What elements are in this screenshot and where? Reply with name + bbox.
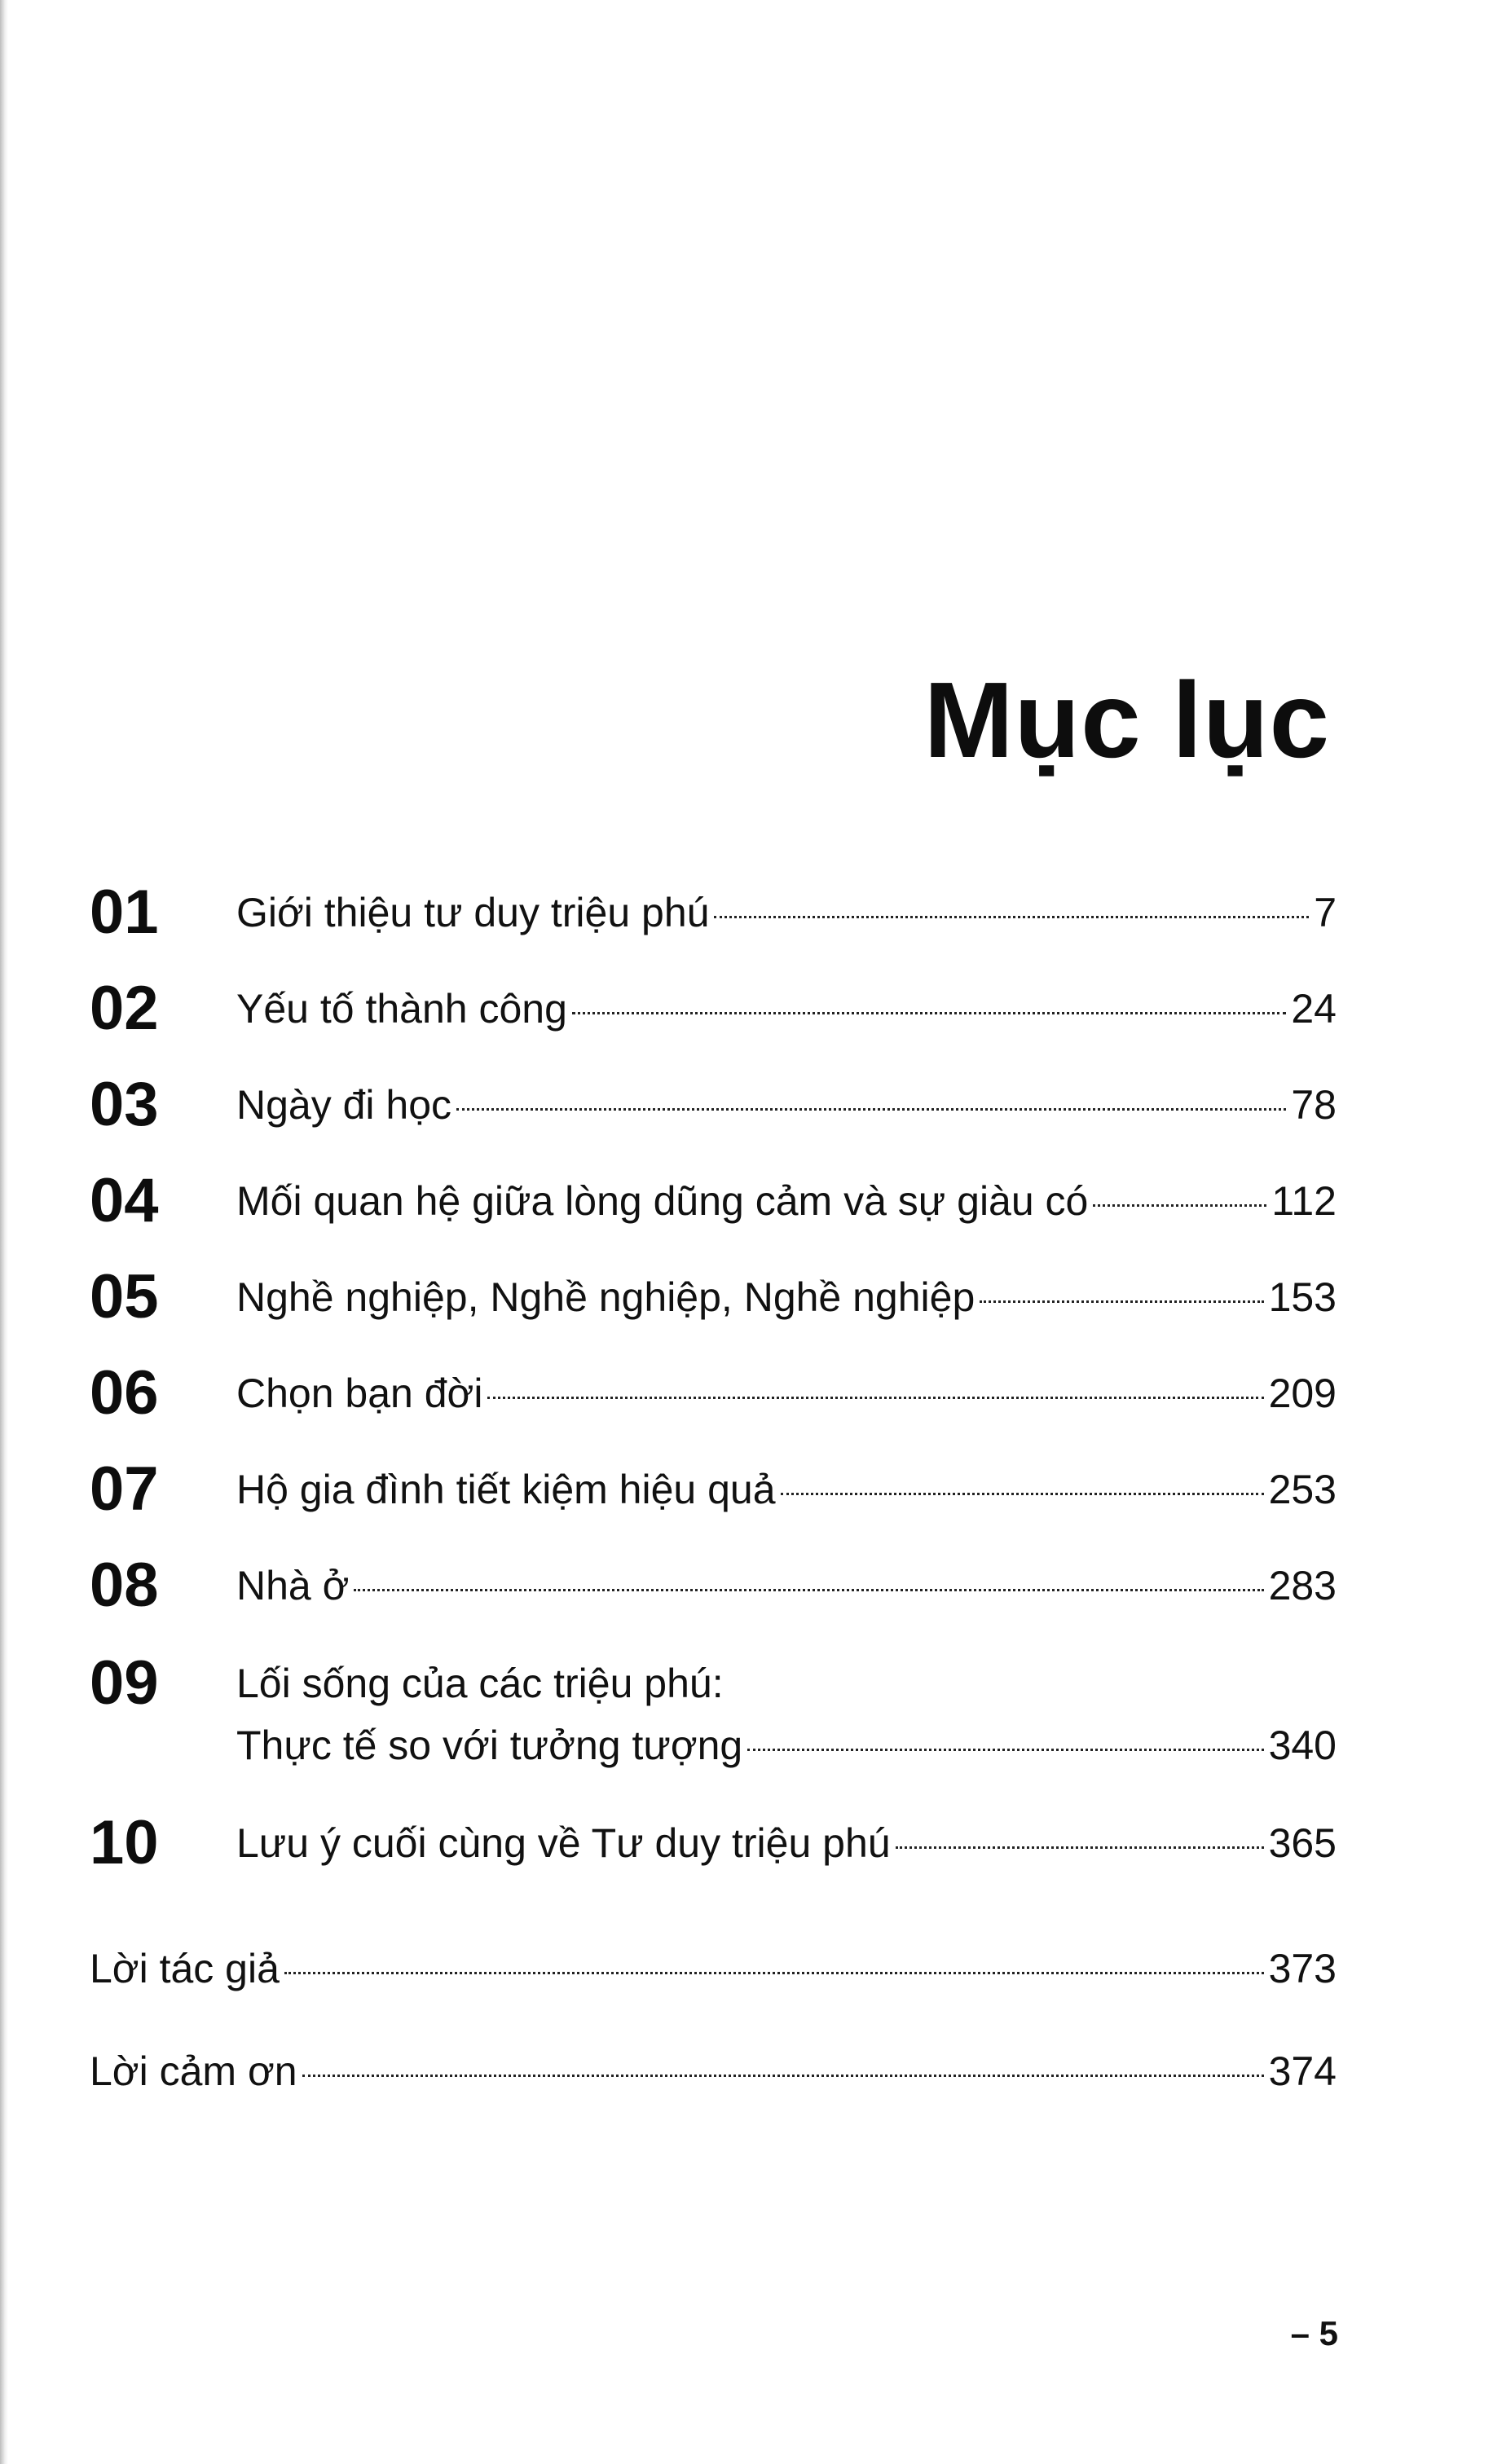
chapter-title: Nhà ở	[236, 1563, 350, 1608]
page-footer-number: – 5	[1290, 2314, 1338, 2352]
chapter-title: Nghề nghiệp, Nghề nghiệp, Nghề nghiệp	[236, 1274, 976, 1320]
page-number: 7	[1314, 890, 1337, 935]
page-number: 253	[1268, 1467, 1337, 1512]
chapter-number: 02	[90, 974, 159, 1043]
toc-line	[236, 978, 1337, 1040]
dot-leader	[572, 1012, 1286, 1014]
chapter-number: 04	[90, 1166, 159, 1235]
toc-entry-acknowledgements[interactable]	[90, 2040, 1337, 2102]
toc-entry-09[interactable]	[90, 1648, 1337, 1781]
toc-entry-05[interactable]	[90, 1262, 1337, 1331]
dot-leader	[354, 1589, 1263, 1591]
dot-leader	[1093, 1204, 1266, 1207]
chapter-title: Lưu ý cuối cùng về Tư duy triệu phú	[236, 1820, 891, 1866]
toc-line	[236, 1362, 1337, 1424]
dot-leader	[456, 1108, 1286, 1111]
toc-entry-08[interactable]	[90, 1553, 1337, 1618]
chapter-number: 05	[90, 1262, 159, 1331]
dot-leader	[980, 1300, 1263, 1303]
dot-leader	[781, 1493, 1264, 1495]
dot-leader	[747, 1749, 1263, 1751]
page-number: 112	[1271, 1178, 1337, 1224]
chapter-title: Hộ gia đình tiết kiệm hiệu quả	[236, 1467, 776, 1512]
page-number: 78	[1291, 1082, 1337, 1128]
toc-entry-07[interactable]	[90, 1454, 1337, 1524]
page-number: 374	[1268, 2048, 1337, 2094]
chapter-title: Giới thiệu tư duy triệu phú	[236, 890, 710, 935]
chapter-title: Chọn bạn đời	[236, 1371, 483, 1416]
page-number: 24	[1291, 986, 1337, 1032]
page-number: 153	[1268, 1274, 1337, 1320]
chapter-number: 03	[90, 1070, 159, 1139]
toc-line	[236, 1812, 1337, 1874]
extra-title: Lời cảm ơn	[90, 2048, 297, 2094]
toc-line	[236, 1170, 1337, 1232]
chapter-number: 01	[90, 878, 159, 947]
chapter-number: 06	[90, 1358, 159, 1428]
chapter-title: Yếu tố thành công	[236, 986, 567, 1032]
dot-leader	[487, 1397, 1263, 1399]
toc-entry-04[interactable]	[90, 1168, 1337, 1234]
toc-entry-03[interactable]	[90, 1072, 1337, 1137]
page-number: 283	[1268, 1563, 1337, 1608]
page-number: 365	[1268, 1820, 1337, 1866]
toc-line	[236, 1074, 1337, 1136]
chapter-number: 09	[90, 1648, 159, 1718]
page-number: 340	[1268, 1723, 1337, 1768]
dot-leader	[284, 1972, 1264, 1974]
chapter-title: Ngày đi học	[236, 1082, 452, 1128]
toc-line	[236, 1459, 1337, 1520]
toc-line	[236, 1555, 1337, 1617]
chapter-title: Mối quan hệ giữa lòng dũng cảm và sự giàu có	[236, 1178, 1089, 1224]
page-edge	[0, 0, 8, 2464]
toc-line	[236, 1714, 1337, 1776]
dot-leader	[896, 1846, 1264, 1849]
toc-line	[236, 882, 1337, 944]
page-title: Mục lục	[923, 660, 1330, 781]
page-number: 209	[1268, 1371, 1337, 1416]
toc-entry-01[interactable]	[90, 880, 1337, 945]
chapter-number: 08	[90, 1551, 159, 1620]
chapter-number: 10	[90, 1808, 159, 1877]
dot-leader	[302, 2075, 1264, 2077]
extra-title: Lời tác giả	[90, 1946, 280, 1991]
dot-leader	[714, 916, 1309, 918]
toc-entry-10[interactable]	[90, 1808, 1337, 1877]
toc-entry-02[interactable]	[90, 976, 1337, 1041]
chapter-number: 07	[90, 1454, 159, 1524]
toc-line	[236, 1266, 1337, 1328]
chapter-title: Thực tế so với tưởng tượng	[236, 1723, 743, 1768]
toc-entry-06[interactable]	[90, 1358, 1337, 1428]
chapter-title-line1: Lối sống của các triệu phú:	[236, 1661, 724, 1706]
toc-entry-author-note[interactable]	[90, 1938, 1337, 2000]
page-number: 373	[1268, 1946, 1337, 1991]
